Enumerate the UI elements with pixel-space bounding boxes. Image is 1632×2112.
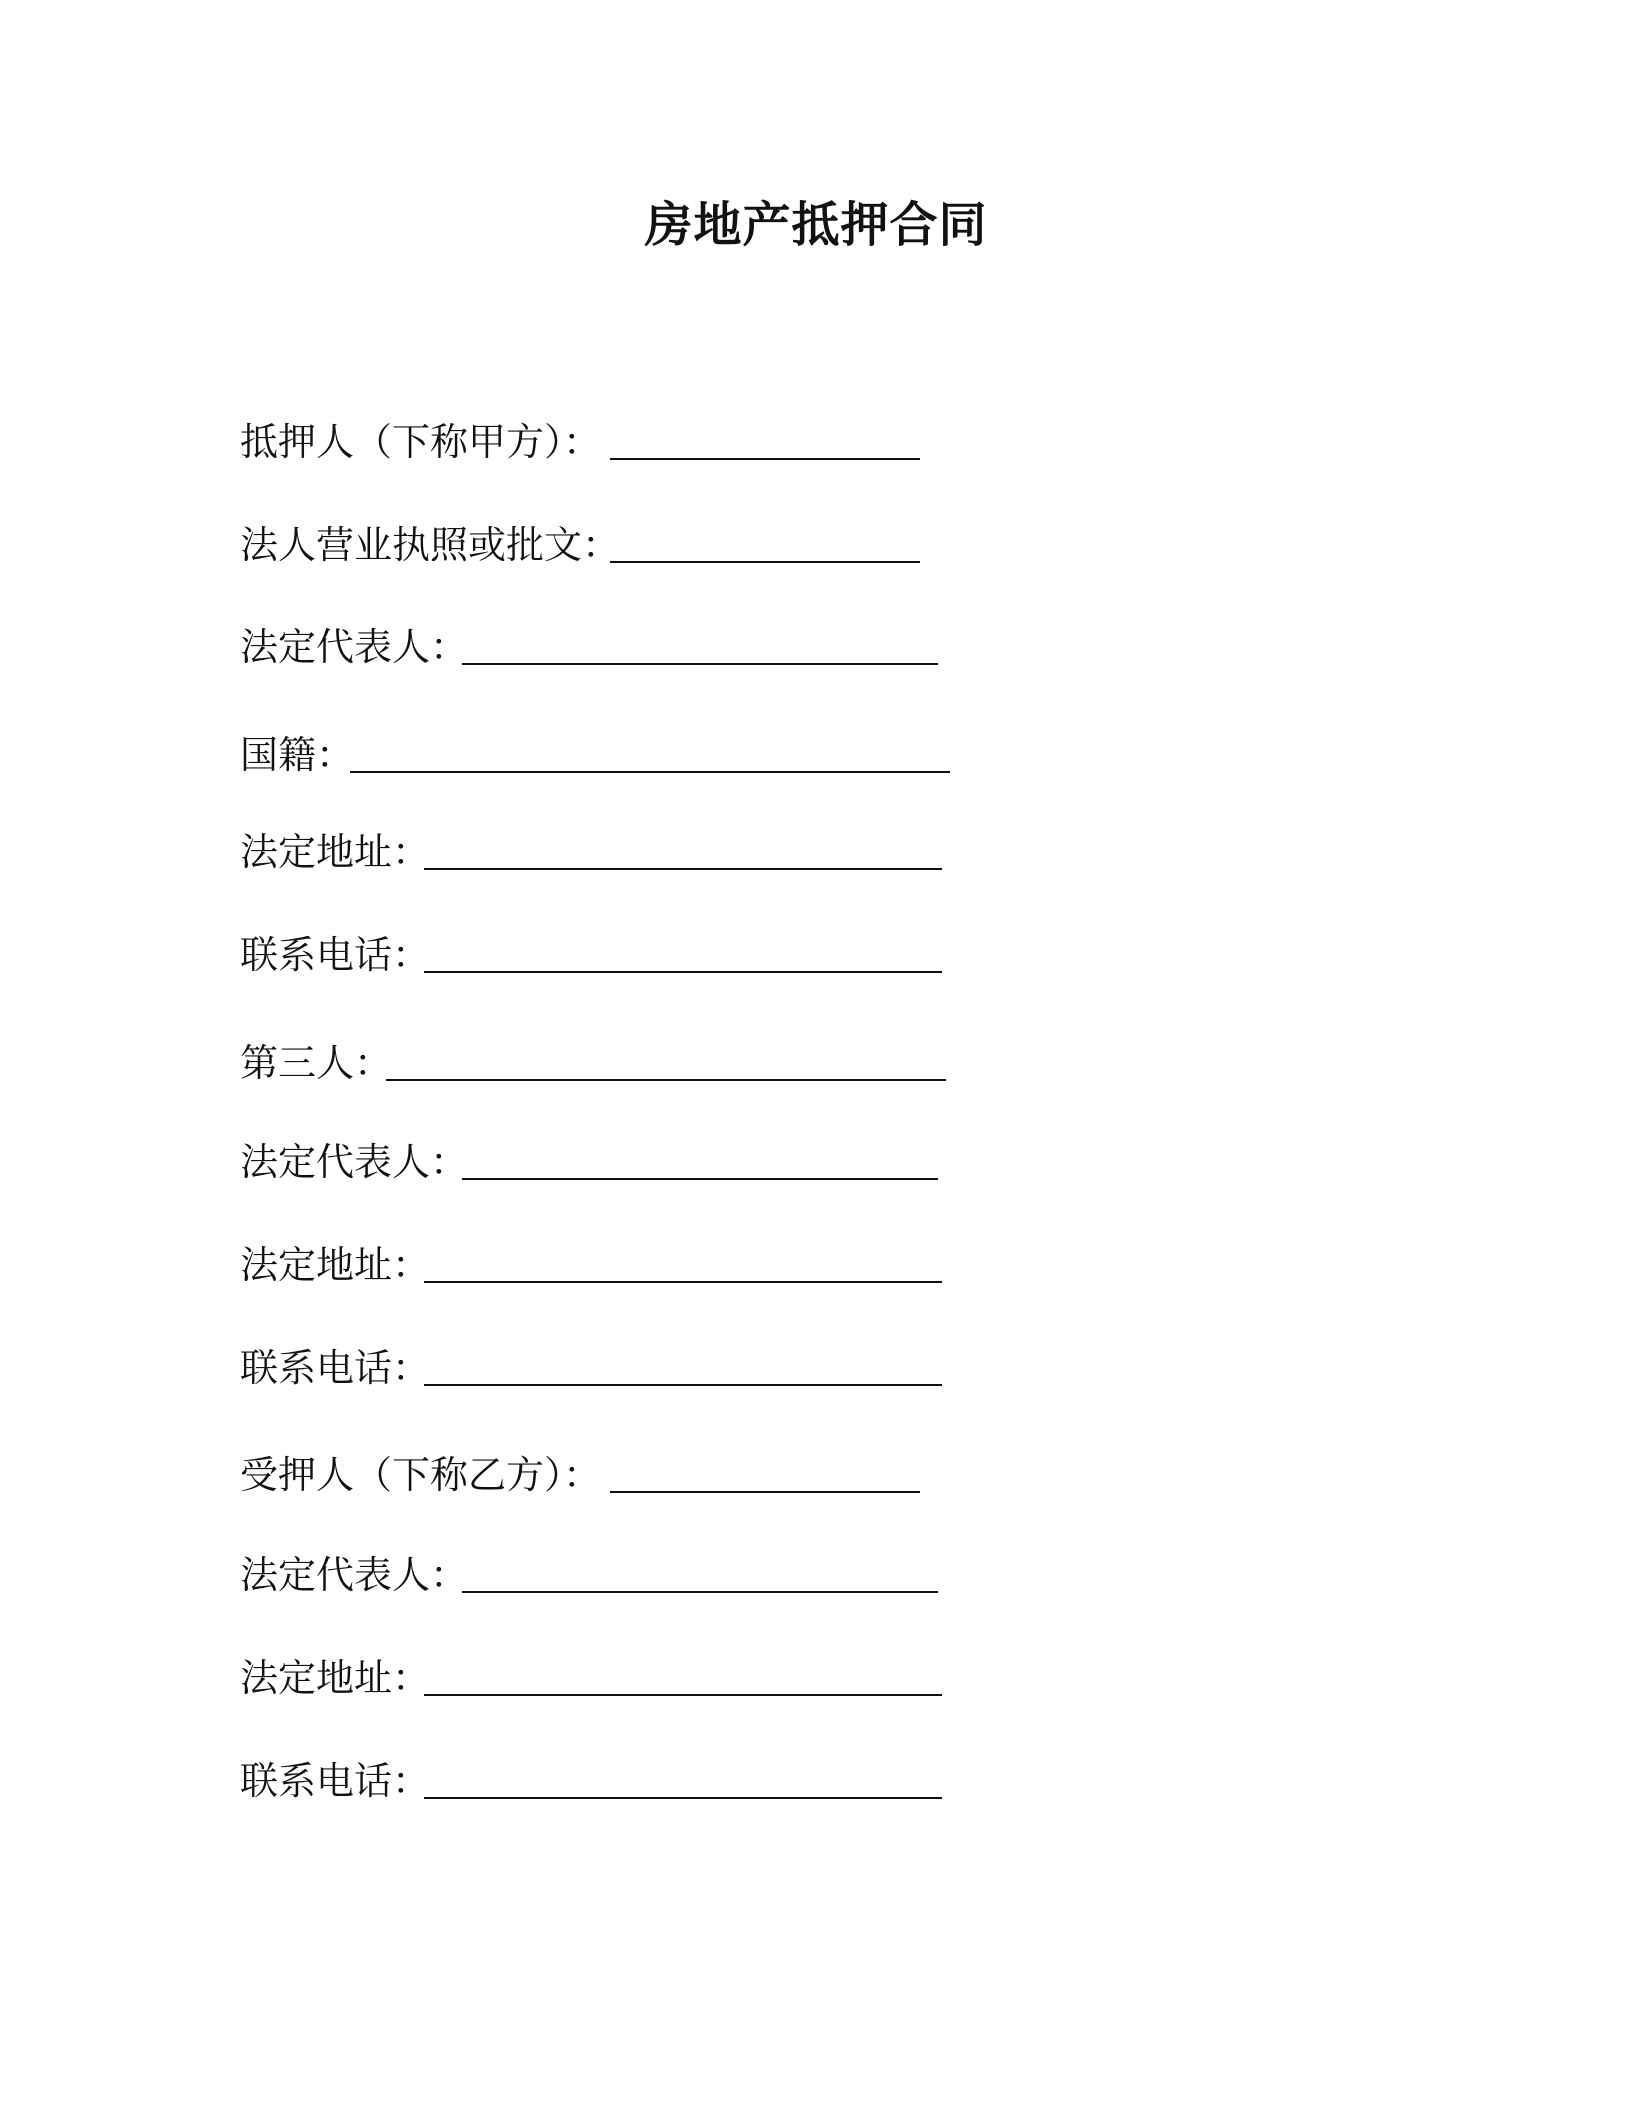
field-phone-a [240, 930, 430, 980]
field-phone-third [240, 1343, 430, 1393]
field-label: 法定地址： [240, 1243, 431, 1287]
field-label: 法定代表人： [240, 625, 469, 669]
field-phone-b [240, 1756, 430, 1806]
fill-in-blank[interactable] [610, 458, 920, 460]
field-label: 法人营业执照或批文： [240, 523, 621, 567]
field-legal-address-a [240, 827, 430, 877]
fill-in-blank[interactable] [424, 1281, 942, 1283]
document-title: 房地产抵押合同 [644, 197, 988, 253]
field-label: 受押人（下称乙方）： [240, 1453, 602, 1497]
field-nationality [240, 730, 354, 780]
field-business-license [240, 520, 620, 570]
field-legal-representative-a [240, 622, 468, 672]
field-label: 抵押人（下称甲方）： [240, 420, 602, 464]
field-label: 法定地址： [240, 830, 431, 874]
fill-in-blank[interactable] [462, 1178, 938, 1180]
field-mortgagee [240, 1450, 601, 1500]
field-third-party [240, 1038, 392, 1088]
fill-in-blank[interactable] [424, 971, 942, 973]
field-mortgagor [240, 417, 601, 467]
field-legal-address-third [240, 1240, 430, 1290]
field-label: 法定代表人： [240, 1553, 469, 1597]
fill-in-blank[interactable] [462, 1591, 938, 1593]
field-legal-representative-third [240, 1137, 468, 1187]
fill-in-blank[interactable] [424, 1797, 942, 1799]
fill-in-blank[interactable] [424, 868, 942, 870]
field-legal-address-b [240, 1653, 430, 1703]
field-label: 国籍： [240, 733, 355, 777]
field-label: 联系电话： [240, 933, 431, 977]
fill-in-blank[interactable] [424, 1694, 942, 1696]
field-label: 联系电话： [240, 1346, 431, 1390]
field-label: 第三人： [240, 1041, 393, 1085]
field-label: 联系电话： [240, 1759, 431, 1803]
fill-in-blank[interactable] [462, 663, 938, 665]
fill-in-blank[interactable] [424, 1384, 942, 1386]
fill-in-blank[interactable] [610, 1491, 920, 1493]
field-label: 法定地址： [240, 1656, 431, 1700]
fill-in-blank[interactable] [610, 561, 920, 563]
fill-in-blank[interactable] [350, 771, 950, 773]
fill-in-blank[interactable] [386, 1079, 946, 1081]
field-label: 法定代表人： [240, 1140, 469, 1184]
field-legal-representative-b [240, 1550, 468, 1600]
